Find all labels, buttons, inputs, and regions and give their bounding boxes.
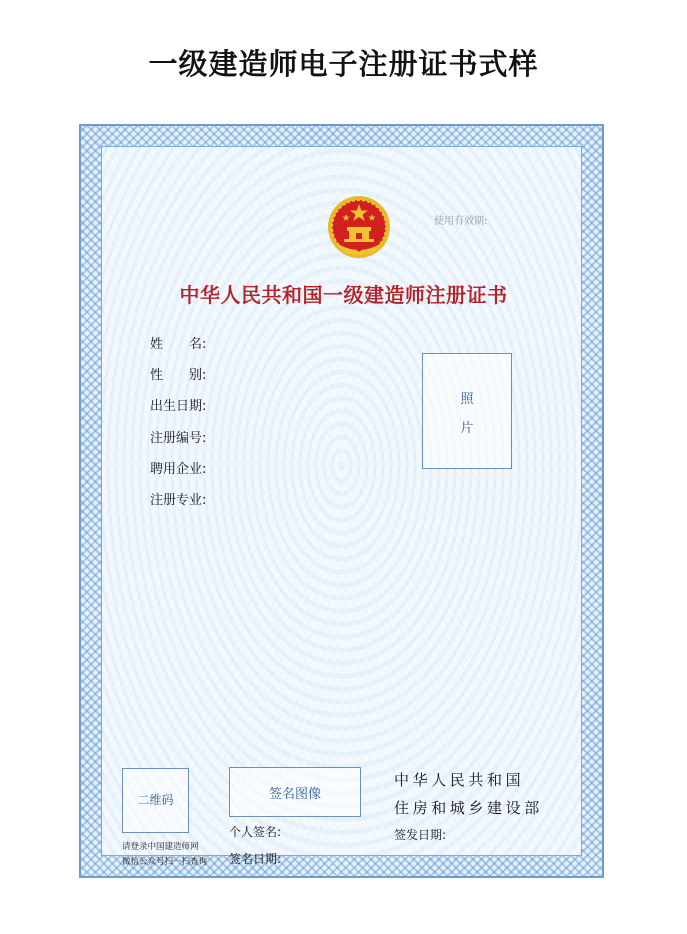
national-emblem-icon	[326, 194, 392, 260]
signature-date-label: 签名日期:	[229, 852, 282, 866]
signature-image-placeholder	[229, 767, 361, 817]
issuer-line-1: 中华人民共和国	[394, 771, 525, 789]
personal-signature-label: 个人签名:	[229, 825, 282, 839]
certificate-inner-panel	[101, 146, 582, 867]
photo-label-1: 照	[460, 392, 474, 407]
field-gender-label: 性 别:	[150, 368, 207, 383]
photo-placeholder	[422, 353, 512, 469]
qr-code-label: 二维码	[137, 793, 174, 807]
issue-date-label: 签发日期:	[394, 828, 447, 842]
signature-image-label: 签名图像	[268, 787, 321, 802]
qr-note-line-1: 请登录中国建造师网	[122, 842, 199, 852]
page-title: 一级建造师电子注册证书式样	[148, 47, 539, 81]
field-registration-number-label: 注册编号:	[150, 431, 207, 446]
field-specialty-label: 注册专业:	[150, 493, 207, 508]
field-name-label: 姓 名:	[150, 337, 207, 352]
issuer-line-2: 住房和城乡建设部	[394, 799, 543, 817]
qr-code-placeholder	[122, 768, 189, 833]
certificate	[79, 124, 604, 878]
field-employer-label: 聘用企业:	[150, 462, 207, 477]
validity-label: 使用有效期:	[434, 216, 488, 227]
photo-label-2: 片	[460, 421, 474, 436]
certificate-title: 中华人民共和国一级建造师注册证书	[179, 283, 508, 307]
field-birthdate-label: 出生日期:	[150, 399, 207, 414]
qr-note-line-2: 微信公众号扫一扫查询	[122, 857, 208, 867]
